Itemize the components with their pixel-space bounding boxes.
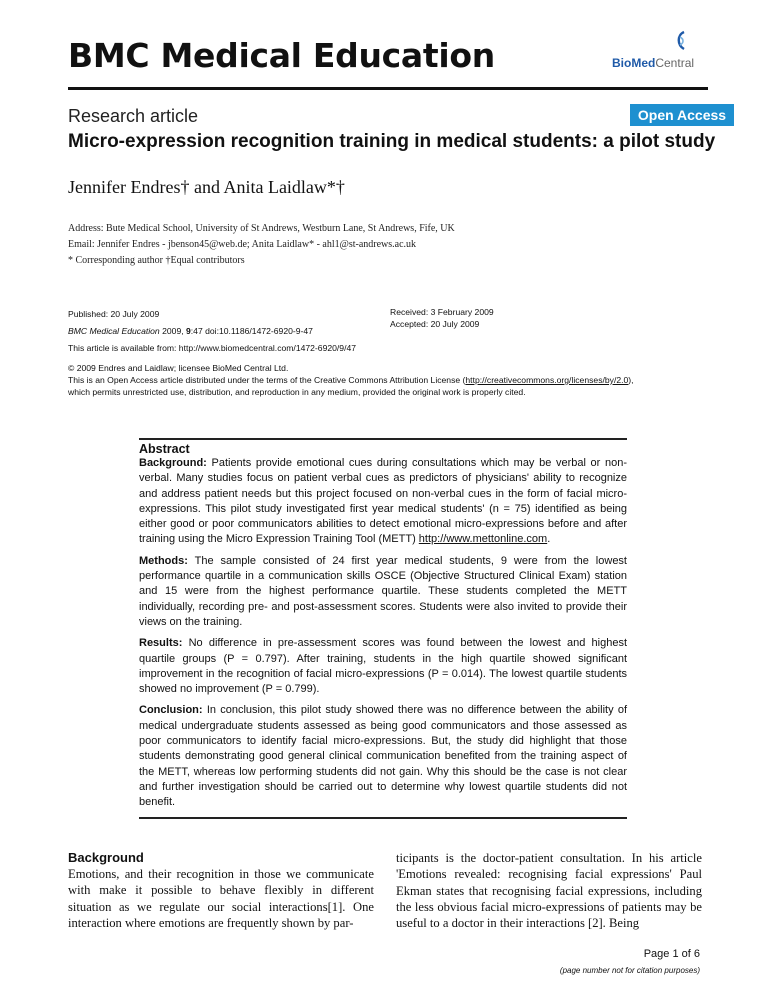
abstract-background	[139, 456, 627, 548]
received-date: Received: 3 February 2009	[390, 307, 494, 317]
received-info	[390, 306, 494, 330]
background-label: Background:	[139, 457, 207, 469]
biomed-central-logo	[612, 30, 712, 72]
licence-text-close: ),	[628, 375, 634, 385]
background-text: Patients provide emotional cues during consultations which may be verbal or non-verbal. Many studies focus on patient verbal cues as predictors of physicians' ability to recognize and address patient needs but this project focused on non-verbal cues in the form of facial micro-expressions. This pilot study investigated first year medical students' (n = 75) identified as being either good or poor communicators abilities to detect emotional micro-expressions before and after training using the Micro Expression Training Tool (METT)	[139, 457, 627, 546]
methods-label: Methods:	[139, 554, 188, 567]
author-emails: Email: Jennifer Endres - jbenson45@web.de; Anita Laidlaw* - ahl1@st-andrews.ac.uk	[68, 239, 417, 250]
methods-text: The sample consisted of 24 first year medical students, 9 were from the lowest performance quartile in a communication skills OSCE (Objective Structured Clinical Exam) station and 15 were from the highest performance quartile. These students completed the METT individually, recording pre- and post-assessment scores. Students were also invited to provide their views on the training.	[139, 554, 627, 628]
abstract-methods	[139, 554, 627, 630]
author-list: Jennifer Endres† and Anita Laidlaw*†	[68, 177, 345, 197]
published-date: Published: 20 July 2009	[68, 309, 160, 319]
licence-line-2: which permits unrestricted use, distribution, and reproduction in any medium, provided the original work is properly cited.	[68, 387, 526, 397]
abstract-bottom-rule	[139, 817, 627, 819]
body-paragraph-right: ticipants is the doctor-patient consultation. In his article 'Emotions revealed: recognising facial expressions' Paul Ekman states that recognising facial expressions, including the less obvious facial micro-expressions of patients may be useful to a doctor in their interactions [2]. Being	[396, 851, 702, 931]
logo-text-biomed: BioMed	[612, 56, 656, 70]
licence-block	[68, 362, 708, 398]
author-notes: * Corresponding author †Equal contributors	[68, 255, 245, 266]
logo-text-central: Central	[655, 56, 695, 70]
citation-doi: :47 doi:10.1186/1472-6920-9-47	[190, 326, 313, 336]
copyright-line: © 2009 Endres and Laidlaw; licensee BioMed Central Ltd.	[68, 363, 289, 373]
section-heading-background: Background	[68, 850, 144, 865]
abstract-results	[139, 636, 627, 697]
citation	[68, 323, 356, 340]
citation-year: 2009,	[159, 326, 186, 336]
conclusion-text: In conclusion, this pilot study showed there was no difference between the ability of medical undergraduate students assessed as being good communicators and those assessed as poor communicators to identify facial micro-expressions. But, the study did highlight that those students demonstrating good general clinical communication benefited from the training aspect of the METT, whereas low performing students did not gain. Why this should be the case is not clear and further investigation should be carried out to determine why lowest quartile students did not benefit.	[139, 704, 627, 809]
body-column-right	[396, 850, 702, 931]
open-access-badge: Open Access	[630, 104, 734, 126]
licence-line	[68, 374, 708, 386]
licence-link[interactable]: http://creativecommons.org/licenses/by/2.0	[465, 375, 629, 385]
background-end: .	[547, 533, 551, 546]
page-number-note: (page number not for citation purposes)	[559, 966, 700, 975]
body-paragraph-left: Emotions, and their recognition in those we communicate with make it possible to behave flexibly in different situation as we regulate our social interactions[1]. One interaction where emotions are frequently shown by par-	[68, 867, 374, 930]
mett-link[interactable]: http://www.mettonline.com	[418, 533, 548, 546]
conclusion-label: Conclusion:	[139, 704, 203, 717]
results-label: Results:	[139, 637, 183, 650]
author-address: Address: Bute Medical School, University of St Andrews, Westburn Lane, St Andrews, Fife, UK	[68, 223, 455, 234]
citation-journal: BMC Medical Education	[68, 326, 160, 336]
page-number: Page 1 of 6	[643, 948, 700, 960]
article-type: Research article	[68, 106, 199, 126]
body-column-left	[68, 850, 374, 931]
publication-info	[68, 306, 356, 357]
article-title: Micro-expression recognition training in medical students: a pilot study	[68, 131, 716, 152]
citation-volume: 9	[186, 326, 191, 336]
journal-title: BMC Medical Education	[68, 36, 495, 75]
abstract-heading: Abstract	[139, 442, 190, 456]
article-url: This article is available from: http://www.biomedcentral.com/1472-6920/9/47	[68, 343, 357, 353]
abstract-box	[139, 438, 627, 819]
licence-text: This is an Open Access article distributed under the terms of the Creative Commons Attribution License (	[68, 375, 466, 385]
logo-swirl-icon	[674, 30, 690, 52]
header-rule	[68, 87, 708, 90]
abstract-top-rule	[139, 438, 627, 440]
results-text: No difference in pre-assessment scores was found between the lowest and highest quartile groups (P = 0.797). After training, students in the high quartile showed significant improvement in the recognition of facial micro-expressions (P = 0.014). The lowest quartile students showed no improvement (P = 0.799).	[139, 637, 627, 696]
abstract-conclusion	[139, 703, 627, 810]
accepted-date: Accepted: 20 July 2009	[390, 319, 480, 329]
